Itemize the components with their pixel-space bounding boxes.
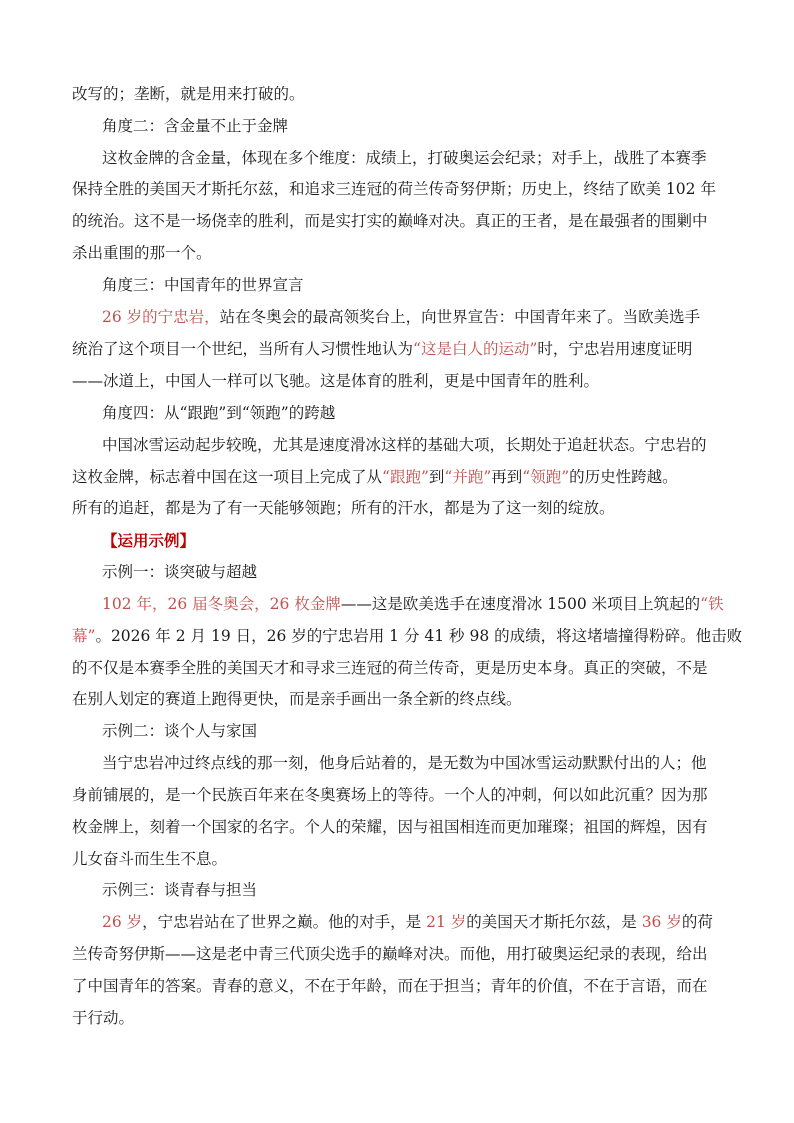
text-run: ——这是欧美选手在速度滑冰 1500 米项目上筑起的 [340,595,701,613]
text-line [72,692,522,708]
text-run: “领跑” [522,468,570,486]
text-run: 时，宁忠岩用速度证明 [537,340,693,358]
text-run: 改写的；垄断，就是用来打破的。 [72,85,305,103]
text-run: 21 岁 [426,913,467,931]
text-run: 杀出重围的那一个。 [72,244,212,262]
text-line [72,820,708,836]
text-run: 枚金牌上，刻着一个国家的名字。个人的荣耀，因与祖国相连而更加璀璨；祖国的辉煌，因有 [72,818,708,836]
text-run: 保持全胜的美国天才斯托尔兹，和追求三连冠的荷兰传奇努伊斯；历史上，终结了欧美 102 年 [72,180,716,198]
text-line [102,119,288,135]
text-run: 幕” [72,627,96,645]
text-run: “并跑” [444,468,492,486]
text-line [72,947,708,963]
text-line [72,979,708,995]
text-line [102,597,724,613]
text-run: “跟跑” [382,468,429,486]
text-line [72,501,615,517]
text-line [72,182,716,198]
text-run: 了中国青年的答案。青春的意义，不在于年龄，而在于担当；青年的价值，不在于言语，而在 [72,977,708,995]
text-run: 当宁忠岩冲过终点线的那一刻，他身后站着的，是无数为中国冰雪运动默默付出的人；他 [102,754,707,772]
text-run: 的不仅是本赛季全胜的美国天才和寻求三连冠的荷兰传奇，更是历史本身。真正的突破，不是 [72,659,708,677]
text-line [72,214,708,230]
text-run: 26 岁 [102,913,143,931]
text-line [72,374,599,390]
text-run: “铁 [700,595,724,613]
text-run: 统治了这个项目一个世纪，当所有人习惯性地认为 [72,340,414,358]
text-line [102,565,257,581]
text-line [72,87,305,103]
text-run: 站在冬奥会的最高领奖台上，向世界宣告：中国青年来了。当欧美选手 [219,308,701,326]
text-run: ，宁忠岩站在了世界之巅。他的对手，是 [142,913,427,931]
text-line [72,852,227,868]
text-run: 身前铺展的，是一个民族百年来在冬奥赛场上的等待。一个人的冲刺，何以如此沉重？因为那 [72,786,708,804]
text-run: 角度四：从“跟跑”到“领跑”的跨越 [102,404,336,422]
text-run: 的荷 [681,913,713,931]
text-line [102,724,257,740]
text-line [102,151,707,167]
text-line [102,756,707,772]
text-line [72,1011,134,1027]
text-run: 兰传奇努伊斯——这是老中青三代顶尖选手的巅峰对决。而他，用打破奥运纪录的表现，给出 [72,945,708,963]
text-run: ——冰道上，中国人一样可以飞驰。这是体育的胜利，更是中国青年的胜利。 [72,372,600,390]
text-line [72,661,708,677]
text-run: 36 岁 [641,913,682,931]
text-line [102,278,304,294]
text-line [72,342,692,358]
text-line [102,533,195,550]
section-label: 【运用示例】 [102,531,196,550]
text-run: 所有的追赶，都是为了有一天能够领跑；所有的汗水，都是为了这一刻的绽放。 [72,499,615,517]
text-run: 。2026 年 2 月 19 日，26 岁的宁忠岩用 1 分 41 秒 98 的成绩，将这堵墙撞得粉碎。他击败 [95,627,743,645]
text-run: 中国冰雪运动起步较晚，尤其是速度滑冰这样的基础大项，长期处于追赶状态。宁忠岩的 [102,436,707,454]
text-line [102,915,713,931]
text-run: 102 年，26 届冬奥会，26 枚金牌 [102,595,341,613]
text-run: 这枚金牌，标志着中国在这一项目上完成了从 [72,468,383,486]
text-line [72,470,678,486]
text-line [102,310,700,326]
text-line [72,246,212,262]
text-run: 示例二：谈个人与家国 [102,722,258,740]
text-run: 示例三：谈青春与担当 [102,881,258,899]
text-line [72,788,708,804]
text-run: 角度三：中国青年的世界宣言 [102,276,304,294]
text-line [102,406,335,422]
text-run: 于行动。 [72,1009,135,1027]
text-line [102,883,257,899]
text-run: 的历史性跨越。 [569,468,678,486]
text-line [102,438,707,454]
text-run: 儿女奋斗而生生不息。 [72,850,228,868]
text-line [72,629,742,645]
text-run: 26 岁的宁忠岩， [102,308,220,326]
text-run: “这是白人的运动” [413,340,538,358]
text-run: 的美国天才斯托尔兹，是 [466,913,642,931]
text-run: 角度二：含金量不止于金牌 [102,117,289,135]
text-run: 再到 [491,468,523,486]
text-run: 到 [428,468,445,486]
text-run: 这枚金牌的含金量，体现在多个维度：成绩上，打破奥运会纪录；对手上，战胜了本赛季 [102,149,707,167]
text-run: 的统治。这不是一场侥幸的胜利，而是实打实的巅峰对决。真正的王者，是在最强者的围剿中 [72,212,708,230]
text-run: 示例一：谈突破与超越 [102,563,258,581]
text-run: 在别人划定的赛道上跑得更快，而是亲手画出一条全新的终点线。 [72,690,522,708]
